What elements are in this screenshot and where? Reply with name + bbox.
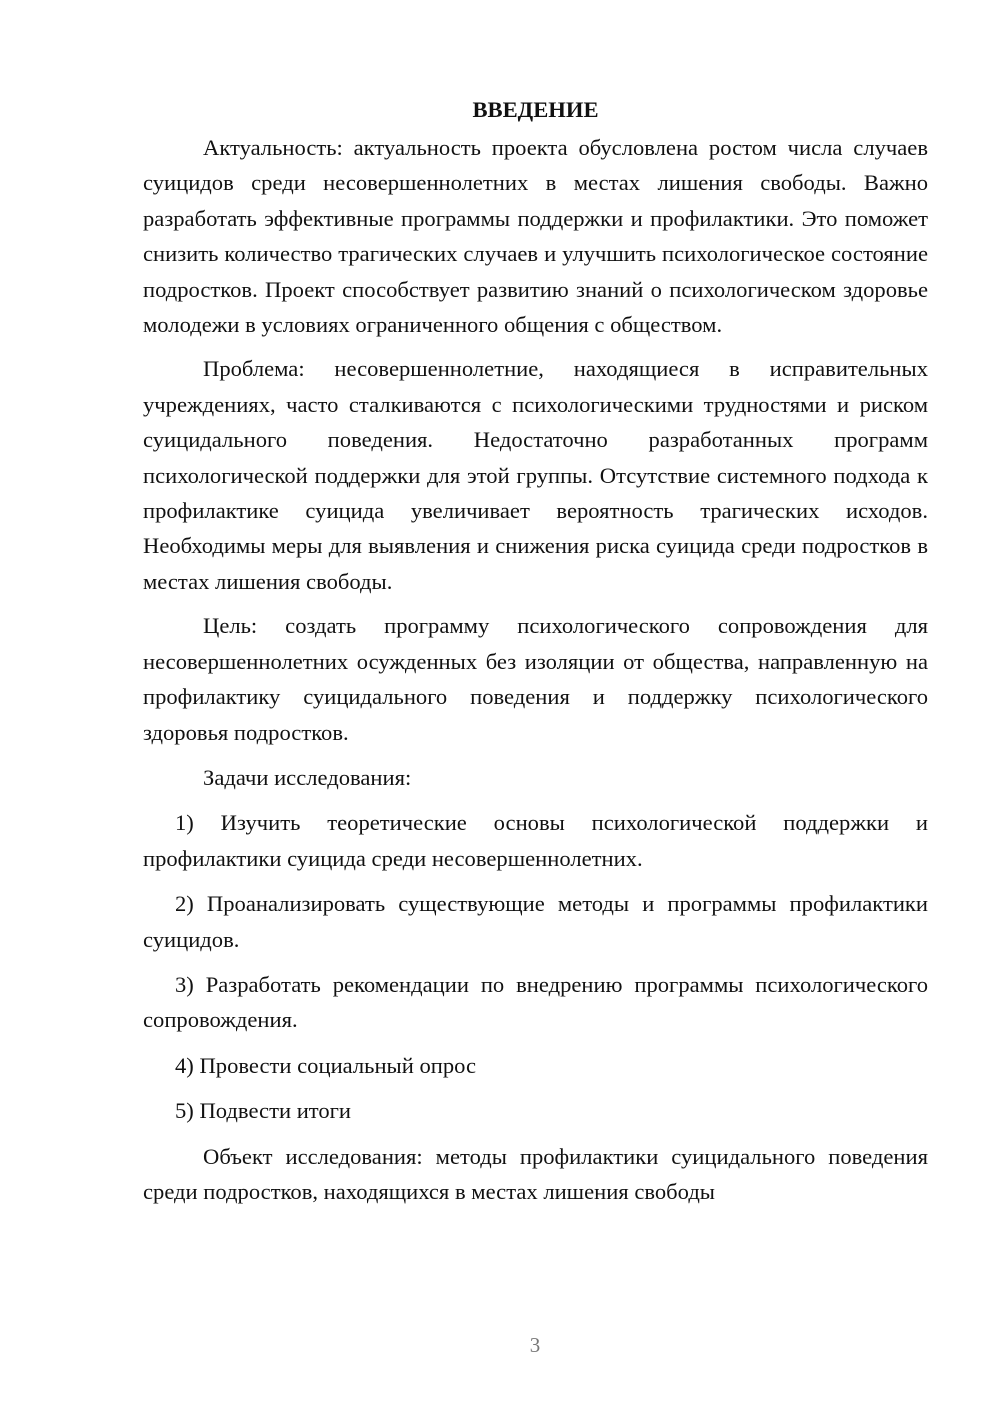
- page-number: 3: [529, 1333, 541, 1357]
- task-item-1: 1) Изучить теоретические основы психологической поддержки и профилактики суицида среди несовершеннолетних.: [143, 810, 928, 871]
- goal-paragraph: Цель: создать программу психологического сопровождения для несовершеннолетних осужденных без изоляции от общества, направленную на профилактику суицидального поведения и поддержку психологического здоровья подростков.: [143, 613, 928, 745]
- document-body: [143, 92, 928, 1218]
- task-item-3: 3) Разработать рекомендации по внедрению программы психологического сопровождения.: [143, 971, 928, 1033]
- task-item-5: 5) Подвести итоги: [175, 1098, 352, 1124]
- task-item-4: 4) Провести социальный опрос: [175, 1052, 477, 1078]
- object-paragraph: Объект исследования: методы профилактики суицидального поведения среди подростков, находящихся в местах лишения свободы: [143, 1143, 928, 1204]
- task-item-2: 2) Проанализировать существующие методы и программы профилактики суицидов.: [143, 891, 928, 952]
- tasks-heading: Задачи исследования:: [203, 764, 412, 790]
- problem-paragraph: Проблема: несовершеннолетние, находящиеся в исправительных учреждениях, часто сталкиваются с психологическими трудностями и риском суицидального поведения. Недостаточно разработанных программ психологической поддержки для этой группы. Отсутствие системного подхода к профилактике суицида увеличивает вероятность трагических исходов. Необходимы меры для выявления и снижения риска суицида среди подростков в местах лишения свободы.: [143, 356, 928, 594]
- relevance-paragraph: Актуальность: актуальность проекта обусловлена ростом числа случаев суицидов среди несовершеннолетних в местах лишения свободы. Важно разработать эффективные программы поддержки и профилактики. Это поможет снизить количество трагических случаев и улучшить психологическое состояние подростков. Проект способствует развитию знаний о психологическом здоровье молодежи в условиях ограниченного общения с обществом.: [143, 135, 928, 338]
- section-title: ВВЕДЕНИЕ: [472, 97, 599, 122]
